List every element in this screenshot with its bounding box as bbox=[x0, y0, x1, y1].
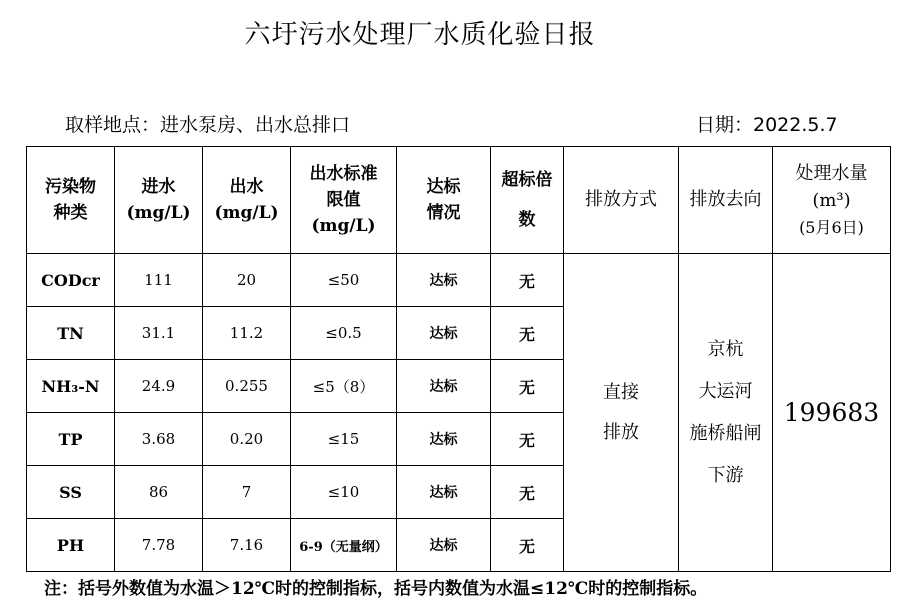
limit-value: ≤0.5 bbox=[291, 307, 397, 360]
header-limit: 出水标准 限值 (mg/L) bbox=[291, 147, 397, 254]
influent-value: 111 bbox=[115, 254, 203, 307]
water-quality-table bbox=[26, 146, 891, 572]
report-date: 日期：2022.5.7 bbox=[696, 114, 838, 136]
pollutant-name: NH₃-N bbox=[27, 360, 115, 413]
limit-value: ≤10 bbox=[291, 466, 397, 519]
status-value: 达标 bbox=[397, 413, 491, 466]
header-status: 达标 情况 bbox=[397, 147, 491, 254]
status-value: 达标 bbox=[397, 466, 491, 519]
effluent-value: 11.2 bbox=[203, 307, 291, 360]
header-pollutant: 污染物 种类 bbox=[27, 147, 115, 254]
header-method: 排放方式 bbox=[564, 147, 679, 254]
pollutant-name: CODcr bbox=[27, 254, 115, 307]
pollutant-name: TP bbox=[27, 413, 115, 466]
sampling-location: 取样地点：进水泵房、出水总排口 bbox=[65, 114, 351, 136]
discharge-destination: 京杭 大运河 施桥船闸 下游 bbox=[679, 254, 773, 572]
effluent-value: 0.20 bbox=[203, 413, 291, 466]
exceed-value: 无 bbox=[491, 254, 564, 307]
influent-value: 24.9 bbox=[115, 360, 203, 413]
table-row bbox=[27, 254, 891, 307]
pollutant-name: TN bbox=[27, 307, 115, 360]
pollutant-name: PH bbox=[27, 519, 115, 572]
pollutant-name: SS bbox=[27, 466, 115, 519]
treated-volume: 199683 bbox=[773, 254, 891, 572]
exceed-value: 无 bbox=[491, 519, 564, 572]
header-influent: 进水 (mg/L) bbox=[115, 147, 203, 254]
status-value: 达标 bbox=[397, 307, 491, 360]
limit-value: ≤50 bbox=[291, 254, 397, 307]
influent-value: 3.68 bbox=[115, 413, 203, 466]
report-title: 六圩污水处理厂水质化验日报 bbox=[244, 20, 596, 50]
exceed-value: 无 bbox=[491, 307, 564, 360]
status-value: 达标 bbox=[397, 360, 491, 413]
header-row bbox=[27, 147, 891, 254]
effluent-value: 0.255 bbox=[203, 360, 291, 413]
discharge-method: 直接 排放 bbox=[564, 254, 679, 572]
influent-value: 86 bbox=[115, 466, 203, 519]
header-exceed: 超标倍 数 bbox=[491, 147, 564, 254]
exceed-value: 无 bbox=[491, 413, 564, 466]
influent-value: 7.78 bbox=[115, 519, 203, 572]
status-value: 达标 bbox=[397, 254, 491, 307]
limit-value: ≤5（8） bbox=[291, 360, 397, 413]
exceed-value: 无 bbox=[491, 466, 564, 519]
effluent-value: 7 bbox=[203, 466, 291, 519]
header-effluent: 出水 (mg/L) bbox=[203, 147, 291, 254]
effluent-value: 7.16 bbox=[203, 519, 291, 572]
footnote: 注：括号外数值为水温＞12℃时的控制指标，括号内数值为水温≤12℃时的控制指标。 bbox=[44, 579, 708, 599]
exceed-value: 无 bbox=[491, 360, 564, 413]
limit-value: ≤15 bbox=[291, 413, 397, 466]
limit-value: 6-9（无量纲） bbox=[291, 519, 397, 572]
effluent-value: 20 bbox=[203, 254, 291, 307]
status-value: 达标 bbox=[397, 519, 491, 572]
header-volume: 处理水量 (m³) (5月6日) bbox=[773, 147, 891, 254]
influent-value: 31.1 bbox=[115, 307, 203, 360]
header-destination: 排放去向 bbox=[679, 147, 773, 254]
